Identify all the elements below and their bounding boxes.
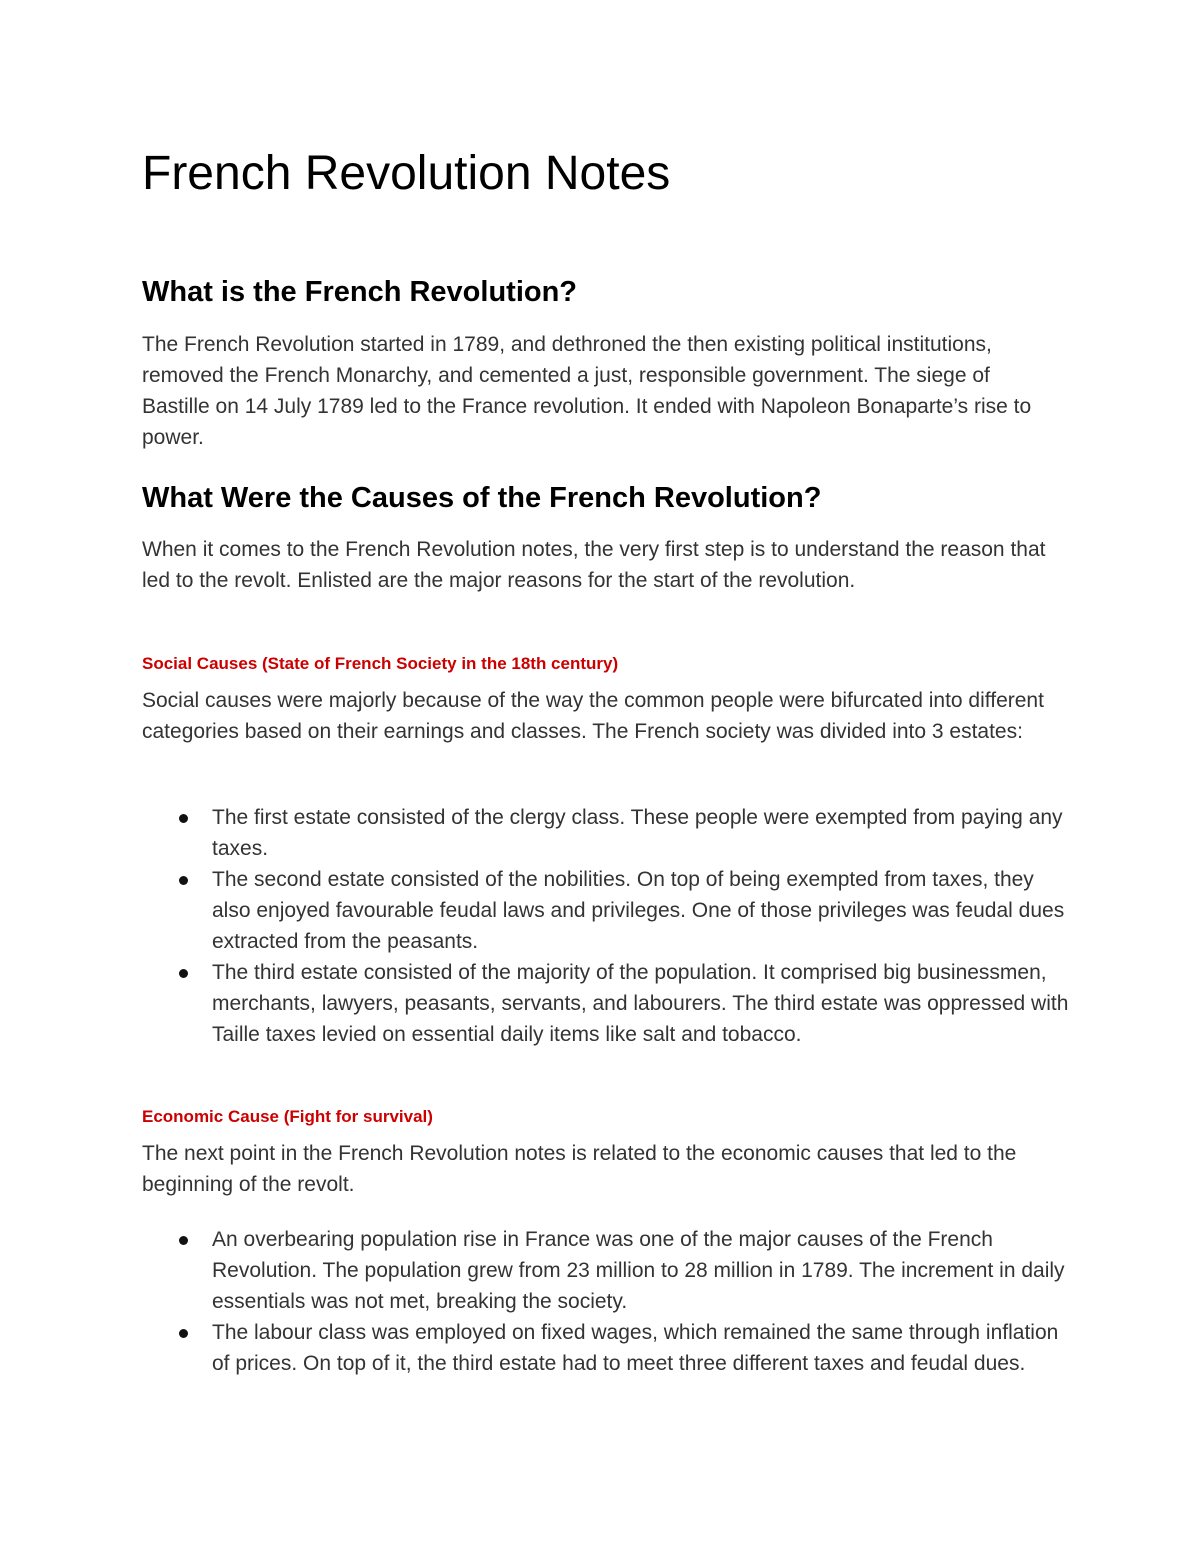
paragraph-economic-cause: The next point in the French Revolution notes is related to the economic causes that led to the beginning of the revolt. <box>142 1142 1017 1196</box>
heading-causes: What Were the Causes of the French Revolution? <box>142 482 822 514</box>
page-title: French Revolution Notes <box>142 147 671 200</box>
heading-economic-cause: Economic Cause (Fight for survival) <box>142 1107 433 1126</box>
list-item <box>142 864 1072 957</box>
heading-social-causes: Social Causes (State of French Society in the 18th century) <box>142 654 619 673</box>
paragraph-what-is: The French Revolution started in 1789, and dethroned the then existing political institutions, removed the French Monarchy, and cemented a just, responsible government. The siege of Bastille on 14 July 1789 led to the France revolution. It ended with Napoleon Bonaparte’s rise to power. <box>142 333 1032 449</box>
bullet-icon <box>179 814 188 823</box>
paragraph-social-causes: Social causes were majorly because of the way the common people were bifurcated into different categories based on their earnings and classes. The French society was divided into 3 estates: <box>142 689 1044 743</box>
list-item-text: The third estate consisted of the majority of the population. It comprised big businessmen, merchants, lawyers, peasants, servants, and labourers. The third estate was oppressed with Taille taxes levied on essential daily items like salt and tobacco. <box>212 961 1069 1046</box>
bullet-icon <box>179 1329 188 1338</box>
list-item <box>142 802 1072 864</box>
paragraph-causes: When it comes to the French Revolution notes, the very first step is to understand the reason that led to the revolt. Enlisted are the major reasons for the start of the revolution. <box>142 538 1046 592</box>
list-item-text: The first estate consisted of the clergy class. These people were exempted from paying any taxes. <box>212 806 1063 860</box>
social-causes-list <box>142 802 1072 1050</box>
list-item-text: The second estate consisted of the nobilities. On top of being exempted from taxes, they also enjoyed favourable feudal laws and privileges. One of those privileges was feudal dues extracted from the peasants. <box>212 868 1065 953</box>
list-item-text: The labour class was employed on fixed wages, which remained the same through inflation of prices. On top of it, the third estate had to meet three different taxes and feudal dues. <box>212 1321 1059 1375</box>
economic-causes-list <box>142 1224 1072 1379</box>
bullet-icon <box>179 969 188 978</box>
list-item <box>142 1224 1072 1317</box>
heading-what-is: What is the French Revolution? <box>142 276 578 308</box>
list-item-text: An overbearing population rise in France was one of the major causes of the French Revolution. The population grew from 23 million to 28 million in 1789. The increment in daily essentials was not met, breaking the society. <box>212 1228 1065 1313</box>
bullet-icon <box>179 876 188 885</box>
list-item <box>142 957 1072 1050</box>
list-item <box>142 1317 1072 1379</box>
bullet-icon <box>179 1236 188 1245</box>
